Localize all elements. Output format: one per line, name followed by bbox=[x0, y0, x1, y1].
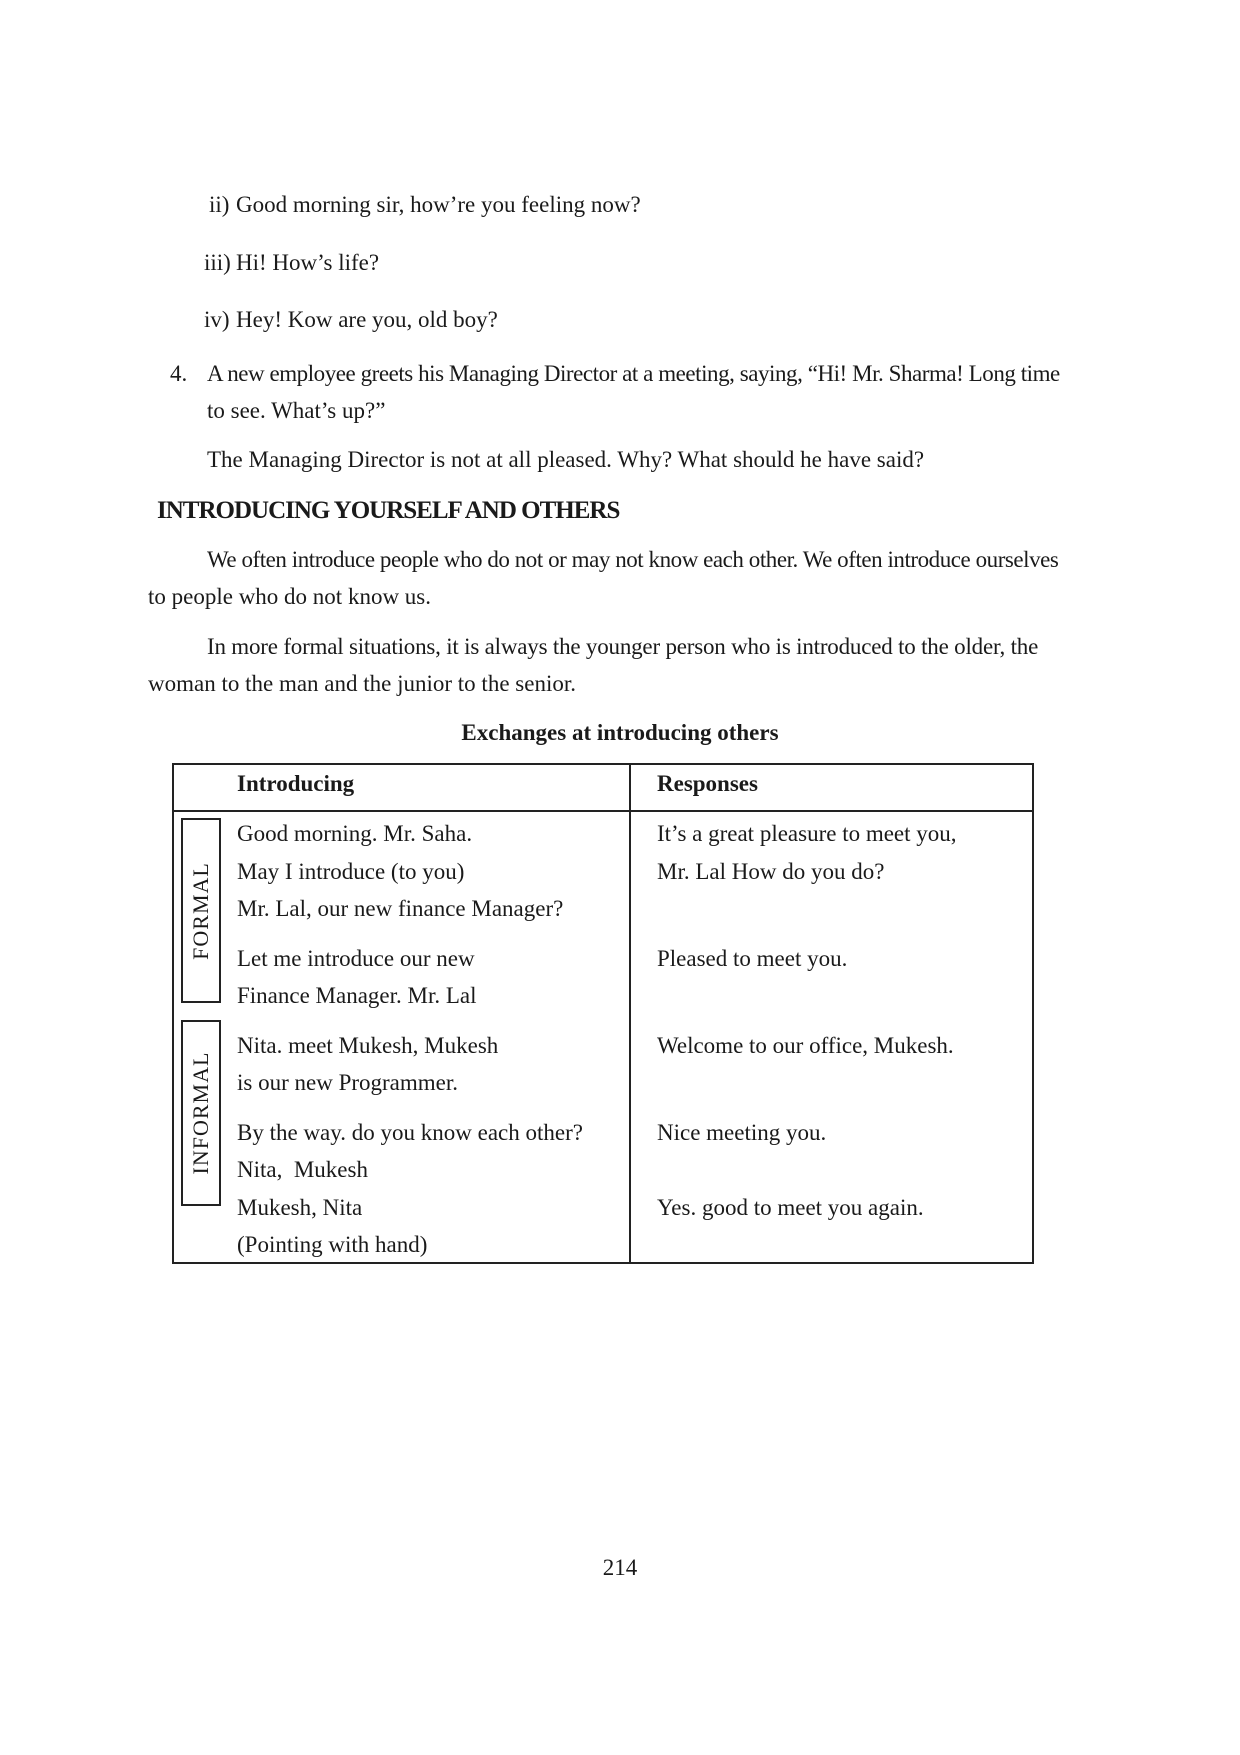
question-text-line: to see. What’s up?” bbox=[207, 398, 386, 423]
list-text: Hey! Kow are you, old boy? bbox=[236, 307, 498, 332]
intro-line: Finance Manager. Mr. Lal bbox=[237, 983, 477, 1008]
intro-line: Let me introduce our new bbox=[237, 946, 475, 971]
intro-line: Nita. meet Mukesh, Mukesh bbox=[237, 1033, 499, 1058]
column-header-responses: Responses bbox=[657, 771, 758, 796]
list-marker: ii) bbox=[209, 192, 230, 217]
table-caption: Exchanges at introducing others bbox=[461, 720, 779, 745]
paragraph-line: woman to the man and the junior to the senior. bbox=[148, 671, 576, 696]
list-item bbox=[209, 191, 641, 219]
exchanges-table bbox=[172, 763, 1034, 1264]
formal-label-box bbox=[181, 818, 221, 1003]
column-header-introducing: Introducing bbox=[237, 771, 355, 796]
intro-line: Good morning. Mr. Saha. bbox=[237, 821, 473, 846]
question-text-line: The Managing Director is not at all pleased. Why? What should he have said? bbox=[207, 447, 925, 472]
intro-line: Mr. Lal, our new finance Manager? bbox=[237, 896, 564, 921]
list-item bbox=[204, 249, 380, 277]
intro-line: (Pointing with hand) bbox=[237, 1232, 428, 1257]
paragraph-line: In more formal situations, it is always the younger person who is introduced to the older, the bbox=[207, 634, 1039, 659]
list-item bbox=[204, 306, 498, 334]
list-marker: iii) bbox=[204, 250, 231, 275]
formal-label: FORMAL bbox=[188, 861, 213, 960]
question-text-line: A new employee greets his Managing Director at a meeting, saying, “Hi! Mr. Sharma! Long time bbox=[207, 361, 1060, 386]
response-line: Yes. good to meet you again. bbox=[657, 1195, 924, 1220]
question-number: 4. bbox=[170, 361, 188, 386]
intro-line: By the way. do you know each other? bbox=[237, 1120, 583, 1145]
response-line: Pleased to meet you. bbox=[657, 946, 848, 971]
header-divider bbox=[174, 810, 1032, 812]
list-text: Good morning sir, how’re you feeling now? bbox=[236, 192, 641, 217]
page-number: 214 bbox=[602, 1555, 638, 1580]
response-line: Nice meeting you. bbox=[657, 1120, 827, 1145]
column-divider bbox=[629, 765, 631, 1262]
paragraph-line: We often introduce people who do not or may not know each other. We often introduce ourselves bbox=[207, 547, 1059, 572]
intro-line: Nita, Mukesh bbox=[237, 1157, 368, 1182]
paragraph-line: to people who do not know us. bbox=[148, 584, 432, 609]
list-text: Hi! How’s life? bbox=[236, 250, 380, 275]
intro-line: Mukesh, Nita bbox=[237, 1195, 363, 1220]
response-line: Mr. Lal How do you do? bbox=[657, 859, 885, 884]
informal-label-box bbox=[181, 1020, 221, 1206]
section-heading: INTRODUCING YOURSELF AND OTHERS bbox=[157, 497, 620, 524]
list-marker: iv) bbox=[204, 307, 230, 332]
response-line: It’s a great pleasure to meet you, bbox=[657, 821, 957, 846]
response-line: Welcome to our office, Mukesh. bbox=[657, 1033, 954, 1058]
informal-label: INFORMAL bbox=[188, 1051, 213, 1175]
intro-line: May I introduce (to you) bbox=[237, 859, 465, 884]
intro-line: is our new Programmer. bbox=[237, 1070, 459, 1095]
